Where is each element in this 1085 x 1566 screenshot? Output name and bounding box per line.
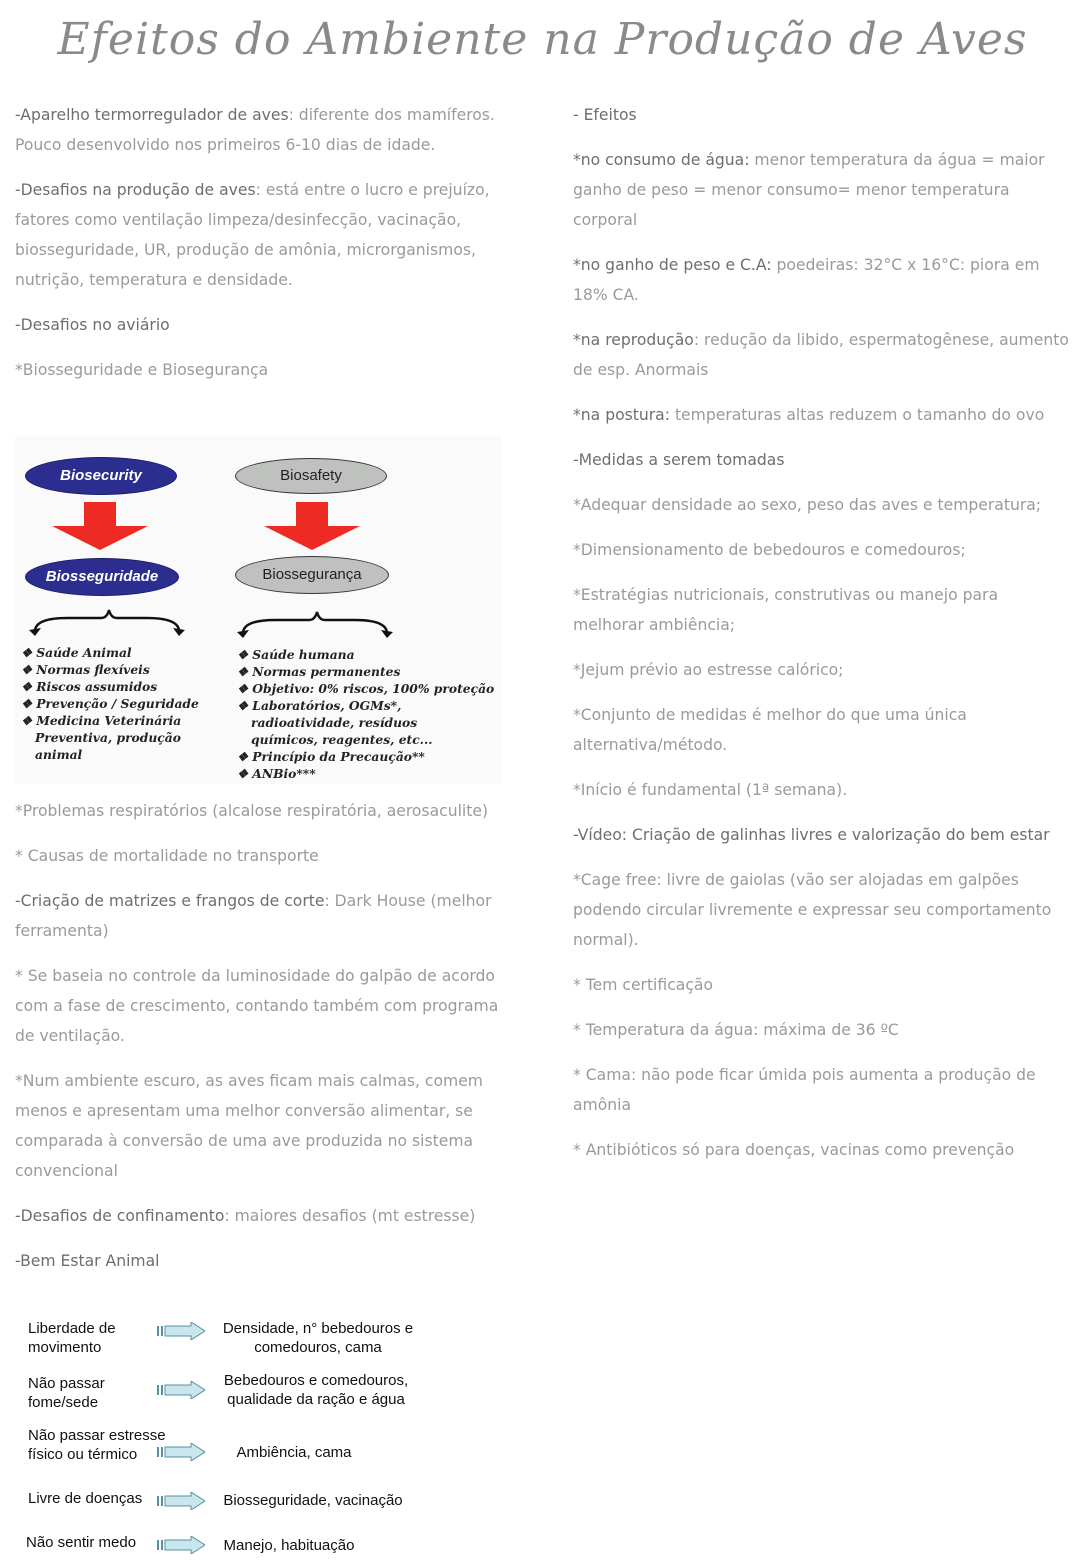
arrow-down-icon (84, 502, 116, 526)
left-column-bottom (15, 796, 505, 1291)
paragraph: *Problemas respiratórios (alcalose respiratória, aerosaculite) (15, 802, 489, 820)
measure-label: Bebedouros e comedouros, qualidade da ração e água (223, 1372, 409, 1408)
paragraph: *Num ambiente escuro, as aves ficam mais calmas, comem menos e apresentam uma melhor conversão alimentar, se comparada à conversão de uma ave produzida no sistema convencional (15, 1072, 483, 1180)
biosseguranca-ellipse: Biossegurança (235, 556, 389, 594)
paragraph: -Desafios no aviário (15, 316, 170, 334)
right-column (573, 100, 1073, 1180)
paragraph: *Jejum prévio ao estresse calórico; (573, 661, 844, 679)
paragraph: *Dimensionamento de bebedouros e comedouros; (573, 541, 966, 559)
paragraph: *na postura: temperaturas altas reduzem o tamanho do ovo (573, 406, 1045, 424)
paragraph: -Desafios na produção de aves: está entre o lucro e prejuízo, fatores como ventilação limpeza/desinfecção, vacinação, biosseguridade, UR, produção de amônia, microrganismos, nutrição, temperatura e densidade. (15, 181, 490, 289)
paragraph: -Desafios de confinamento: maiores desafios (mt estresse) (15, 1207, 476, 1225)
paragraph: -Criação de matrizes e frangos de corte: Dark House (melhor ferramenta) (15, 892, 492, 940)
measure-label: Ambiência, cama (236, 1444, 352, 1461)
brace-icon (235, 608, 395, 640)
paragraph: *Início é fundamental (1ª semana). (573, 781, 848, 799)
paragraph: -Vídeo: Criação de galinhas livres e valorização do bem estar (573, 826, 1050, 844)
paragraph: * Tem certificação (573, 976, 714, 994)
page-title: Efeitos do Ambiente na Produção de Aves (57, 14, 1028, 65)
paragraph: -Bem Estar Animal (15, 1252, 160, 1270)
paragraph: - Efeitos (573, 106, 637, 124)
biosecurity-ellipse: Biosecurity (25, 457, 177, 495)
paragraph: -Medidas a serem tomadas (573, 451, 785, 469)
brace-icon (27, 606, 187, 638)
paragraph: *Conjunto de medidas é melhor do que uma única alternativa/método. (573, 706, 967, 754)
paragraph: *Cage free: livre de gaiolas (vão ser alojadas em galpões podendo circular livremente e expressar seu comportamento normal). (573, 871, 1052, 949)
arrow-right-icon (157, 1381, 205, 1399)
paragraph: * Se baseia no controle da luminosidade do galpão de acordo com a fase de crescimento, contando também com programa de ventilação. (15, 967, 499, 1045)
paragraph: *Adequar densidade ao sexo, peso das aves e temperatura; (573, 496, 1042, 514)
freedom-label: Liberdade de movimento (28, 1320, 116, 1356)
measure-label: Biosseguridade, vacinação (223, 1492, 403, 1509)
paragraph: *Biosseguridade e Biosegurança (15, 361, 269, 379)
measure-label: Manejo, habituação (223, 1537, 355, 1554)
left-column-top (15, 100, 505, 400)
biosecurity-figure (15, 436, 502, 784)
paragraph: * Cama: não pode ficar úmida pois aumenta a produção de amônia (573, 1066, 1036, 1114)
freedom-label: Não passar estresse físico ou térmico (28, 1427, 166, 1463)
freedom-label: Livre de doenças (28, 1490, 143, 1507)
paragraph: *no consumo de água: menor temperatura da água = maior ganho de peso = menor consumo= menor temperatura corporal (573, 151, 1045, 229)
paragraph: -Aparelho termorregulador de aves: diferente dos mamíferos. Pouco desenvolvido nos primeiros 6-10 dias de idade. (15, 106, 495, 154)
paragraph: * Temperatura da água: máxima de 36 ºC (573, 1021, 899, 1039)
paragraph: *na reprodução: redução da libido, espermatogênese, aumento de esp. Anormais (573, 331, 1069, 379)
paragraph: * Causas de mortalidade no transporte (15, 847, 319, 865)
biosseguridade-ellipse: Biosseguridade (25, 558, 179, 596)
paragraph: *no ganho de peso e C.A: poedeiras: 32°C x 16°C: piora em 18% CA. (573, 256, 1040, 304)
freedom-label: Não sentir medo (26, 1534, 137, 1551)
arrow-right-icon (157, 1322, 205, 1340)
biosafety-ellipse: Biosafety (235, 458, 387, 494)
biosseguridade-list: ❖ Saúde Animal ❖ Normas flexíveis ❖ Riscos assumidos ❖ Prevenção / Seguridade ❖ Medicina Veterinária Preventiva, produção animal (21, 645, 199, 762)
measure-label: Densidade, n° bebedouros e comedouros, cama (222, 1320, 414, 1356)
arrow-down-icon (296, 502, 328, 526)
freedom-label: Não passar fome/sede (28, 1375, 105, 1411)
paragraph: *Estratégias nutricionais, construtivas ou manejo para melhorar ambiência; (573, 586, 999, 634)
paragraph: * Antibióticos só para doenças, vacinas como prevenção (573, 1141, 1015, 1159)
biosseguranca-list: ❖ Saúde humana ❖ Normas permanentes ❖ Objetivo: 0% riscos, 100% proteção ❖ Laboratórios, OGMs*, radioatividade, resíduos químicos, reagentes, etc... ❖ Princípio da Precaução** ❖ ANBio*** (237, 647, 495, 781)
